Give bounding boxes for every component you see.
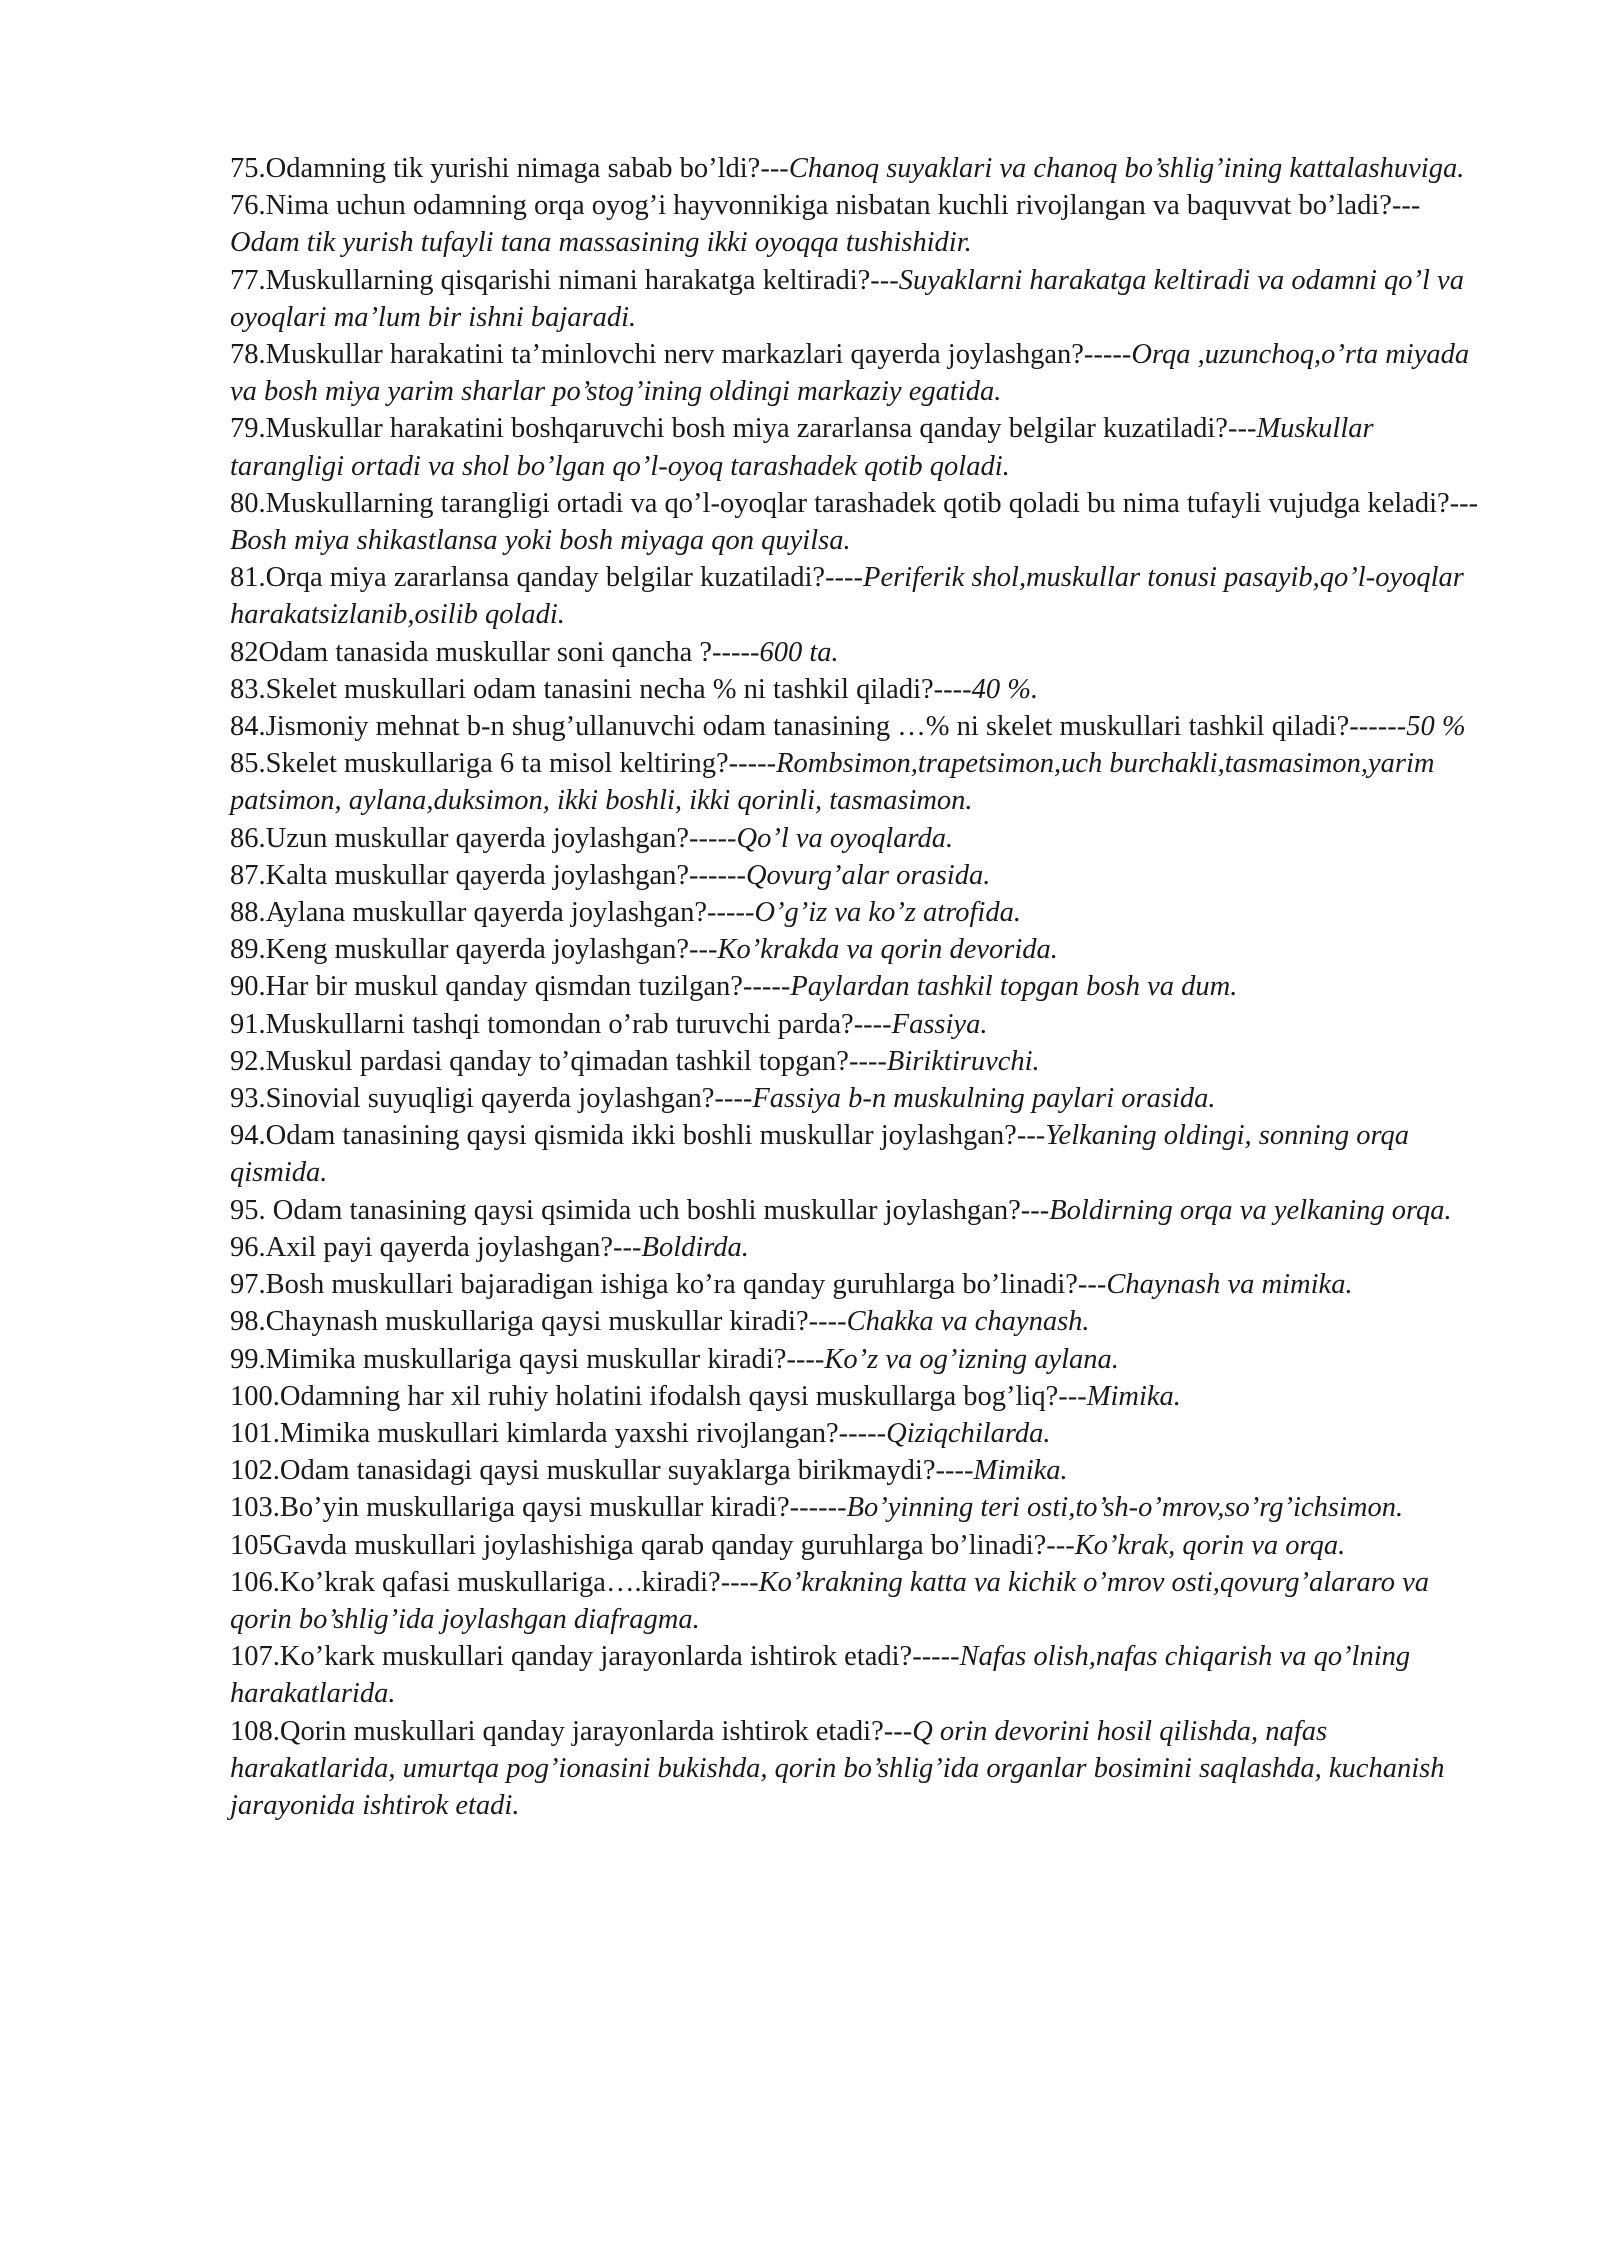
answer-text: 600 ta.	[759, 636, 839, 668]
qa-item	[230, 1266, 1490, 1303]
question-text: 82Odam tanasida muskullar soni qancha ?-----	[230, 636, 760, 668]
qa-item	[230, 1527, 1490, 1564]
qa-item	[230, 1303, 1490, 1340]
answer-text: Muskullar tarangligi ortadi va shol bo’lgan qo’l-oyoq tarashadek qotib qoladi.	[230, 413, 1374, 482]
answer-text: Boldirda.	[641, 1231, 749, 1263]
qa-item	[230, 1117, 1490, 1191]
qa-item	[230, 262, 1490, 336]
question-text: 95. Odam tanasining qaysi qsimida uch boshli muskullar joylashgan?---	[230, 1194, 1050, 1226]
question-text: 84.Jismoniy mehnat b-n shug’ullanuvchi odam tanasining …% ni skelet muskullari tashkil qiladi?------	[230, 711, 1407, 743]
answer-text: Mimika.	[1086, 1380, 1181, 1412]
qa-item	[230, 1006, 1490, 1043]
qa-item	[230, 1378, 1490, 1415]
qa-item	[230, 1415, 1490, 1452]
qa-item	[230, 485, 1490, 559]
question-text: 100.Odamning har xil ruhiy holatini ifodalsh qaysi muskullarga bog’liq?---	[230, 1380, 1087, 1412]
answer-text: 40 %.	[971, 673, 1039, 705]
answer-text: Rombsimon,trapetsimon,uch burchakli,tasmasimon,yarim patsimon, aylana,duksimon, ikki boshli, ikki qorinli, tasmasimon.	[230, 748, 1435, 817]
question-text: 106.Ko’krak qafasi muskullariga….kiradi?----	[230, 1566, 759, 1598]
answer-text: Ko’krak, qorin va orqa.	[1074, 1529, 1346, 1561]
question-text: 85.Skelet muskullariga 6 ta misol keltiring?-----	[230, 748, 777, 780]
answer-text: Ko’krakning katta va kichik o’mrov osti,qovurg’alararo va qorin bo’shlig’ida joylashgan diafragma.	[230, 1566, 1430, 1635]
qa-item	[230, 1080, 1490, 1117]
qa-item	[230, 894, 1490, 931]
question-text: 108.Qorin muskullari qanday jarayonlarda ishtirok etadi?---	[230, 1715, 913, 1747]
qa-item	[230, 968, 1490, 1005]
qa-item	[230, 1192, 1490, 1229]
question-text: 93.Sinovial suyuqligi qayerda joylashgan?----	[230, 1083, 753, 1115]
qa-item	[230, 559, 1490, 633]
answer-text: Paylardan tashkil topgan bosh va dum.	[790, 971, 1238, 1003]
answer-text: Periferik shol,muskullar tonusi pasayib,qo’l-oyoqlar harakatsizlanib,osilib qoladi.	[230, 562, 1464, 631]
question-text: 99.Mimika muskullariga qaysi muskullar kiradi?----	[230, 1343, 825, 1375]
qa-item	[230, 1638, 1490, 1712]
answer-text: Qovurg’alar orasida.	[745, 859, 991, 891]
question-text: 105Gavda muskullari joylashishiga qarab qanday guruhlarga bo’linadi?---	[230, 1529, 1075, 1561]
qa-item	[230, 708, 1490, 745]
question-text: 76.Nima uchun odamning orqa oyog’i hayvonnikiga nisbatan kuchli rivojlangan va baquvvat bo’ladi?---	[230, 190, 1421, 222]
question-text: 83.Skelet muskullari odam tanasini necha % ni tashkil qiladi?----	[230, 673, 972, 705]
answer-text: Fassiya b-n muskulning paylari orasida.	[752, 1083, 1216, 1115]
question-text: 103.Bo’yin muskullariga qaysi muskullar kiradi?------	[230, 1492, 847, 1524]
question-text: 107.Ko’kark muskullari qanday jarayonlarda ishtirok etadi?-----	[230, 1641, 960, 1673]
answer-text: Fassiya.	[891, 1008, 988, 1040]
qa-item	[230, 745, 1490, 819]
answer-text: Suyaklarni harakatga keltiradi va odamni qo’l va oyoqlari ma’lum bir ishni bajaradi.	[230, 264, 1464, 333]
answer-text: Chakka va chaynash.	[846, 1306, 1090, 1338]
answer-text: Yelkaning oldingi, sonning orqa qismida.	[230, 1120, 1409, 1189]
answer-text: Qo’l va oyoqlarda.	[736, 822, 954, 854]
answer-text: Chanoq suyaklari va chanoq bo’shlig’ining kattalashuviga.	[788, 153, 1465, 184]
question-text: 81.Orqa miya zararlansa qanday belgilar kuzatiladi?----	[230, 562, 864, 594]
qa-item	[230, 150, 1490, 187]
question-text: 91.Muskullarni tashqi tomondan o’rab turuvchi parda?----	[230, 1008, 892, 1040]
question-text: 78.Muskullar harakatini ta’minlovchi nerv markazlari qayerda joylashgan?-----	[230, 339, 1132, 371]
answer-text: Bosh miya shikastlansa yoki bosh miyaga qon quyilsa.	[230, 525, 851, 557]
answer-text: Ko’z va og’izning aylana.	[824, 1343, 1119, 1375]
question-text: 79.Muskullar harakatini boshqaruvchi bosh miya zararlansa qanday belgilar kuzatiladi?---	[230, 413, 1257, 445]
question-text: 89.Keng muskullar qayerda joylashgan?---	[230, 934, 718, 966]
question-text: 86.Uzun muskullar qayerda joylashgan?-----	[230, 822, 737, 854]
answer-text: Nafas olish,nafas chiqarish va qo’lning harakatlarida.	[230, 1641, 1411, 1710]
question-text: 94.Odam tanasining qaysi qismida ikki boshli muskullar joylashgan?---	[230, 1120, 1046, 1152]
qa-item	[230, 336, 1490, 410]
qa-item	[230, 671, 1490, 708]
question-text: 88.Aylana muskullar qayerda joylashgan?-----	[230, 897, 755, 929]
qa-item	[230, 187, 1490, 261]
question-text: 97.Bosh muskullari bajaradigan ishiga ko’ra qanday guruhlarga bo’linadi?---	[230, 1269, 1107, 1301]
answer-text: Mimika.	[973, 1455, 1068, 1487]
qa-item	[230, 820, 1490, 857]
qa-item	[230, 857, 1490, 894]
answer-text: Orqa ,uzunchoq,o’rta miyada va bosh miya yarim sharlar po’stog’ining oldingi markaziy egatida.	[230, 339, 1470, 408]
qa-item	[230, 931, 1490, 968]
qa-item	[230, 634, 1490, 671]
qa-item	[230, 1043, 1490, 1080]
question-text: 101.Mimika muskullari kimlarda yaxshi rivojlangan?-----	[230, 1417, 887, 1449]
answer-text: O’g’iz va ko’z atrofida.	[754, 897, 1021, 929]
qa-item	[230, 1452, 1490, 1489]
question-text: 80.Muskullarning tarangligi ortadi va qo’l-oyoqlar tarashadek qotib qoladi bu nima tufayli vujudga keladi?---	[230, 487, 1479, 519]
qa-item	[230, 410, 1490, 484]
qa-item	[230, 1713, 1490, 1825]
question-text: 96.Axil payi qayerda joylashgan?---	[230, 1231, 642, 1263]
document-page	[230, 150, 1490, 1824]
answer-text: 50 %	[1406, 711, 1466, 743]
answer-text: Chaynash va mimika.	[1106, 1269, 1353, 1301]
answer-text: Ko’krakda va qorin devorida.	[717, 934, 1058, 966]
question-text: 77.Muskullarning qisqarishi nimani harakatga keltiradi?---	[230, 264, 899, 296]
qa-item	[230, 1564, 1490, 1638]
question-text: 102.Odam tanasidagi qaysi muskullar suyaklarga birikmaydi?----	[230, 1455, 974, 1487]
answer-text: Boldirning orqa va yelkaning orqa.	[1049, 1194, 1452, 1226]
question-text: 98.Chaynash muskullariga qaysi muskullar kiradi?----	[230, 1306, 847, 1338]
answer-text: Odam tik yurish tufayli tana massasining ikki oyoqqa tushishidir.	[230, 227, 972, 259]
question-text: 75.Odamning tik yurishi nimaga sabab bo’ldi?---	[230, 153, 789, 184]
answer-text: Bo’yinning teri osti,to’sh-o’mrov,so’rg’ichsimon.	[846, 1492, 1404, 1524]
qa-item	[230, 1229, 1490, 1266]
qa-item	[230, 1341, 1490, 1378]
question-text: 90.Har bir muskul qanday qismdan tuzilgan?-----	[230, 971, 791, 1003]
question-text: 87.Kalta muskullar qayerda joylashgan?------	[230, 859, 746, 891]
answer-text: Qiziqchilarda.	[886, 1417, 1051, 1449]
question-text: 92.Muskul pardasi qanday to’qimadan tashkil topgan?----	[230, 1045, 887, 1077]
answer-text: Q orin devorini hosil qilishda, nafas harakatlarida, umurtqa pog’ionasini bukishda, qorin bo’shlig’ida organlar bosimini saqlashda, kuchanish jarayonida ishtirok etadi.	[230, 1715, 1445, 1821]
answer-text: Biriktiruvchi.	[886, 1045, 1040, 1077]
qa-item	[230, 1489, 1490, 1526]
